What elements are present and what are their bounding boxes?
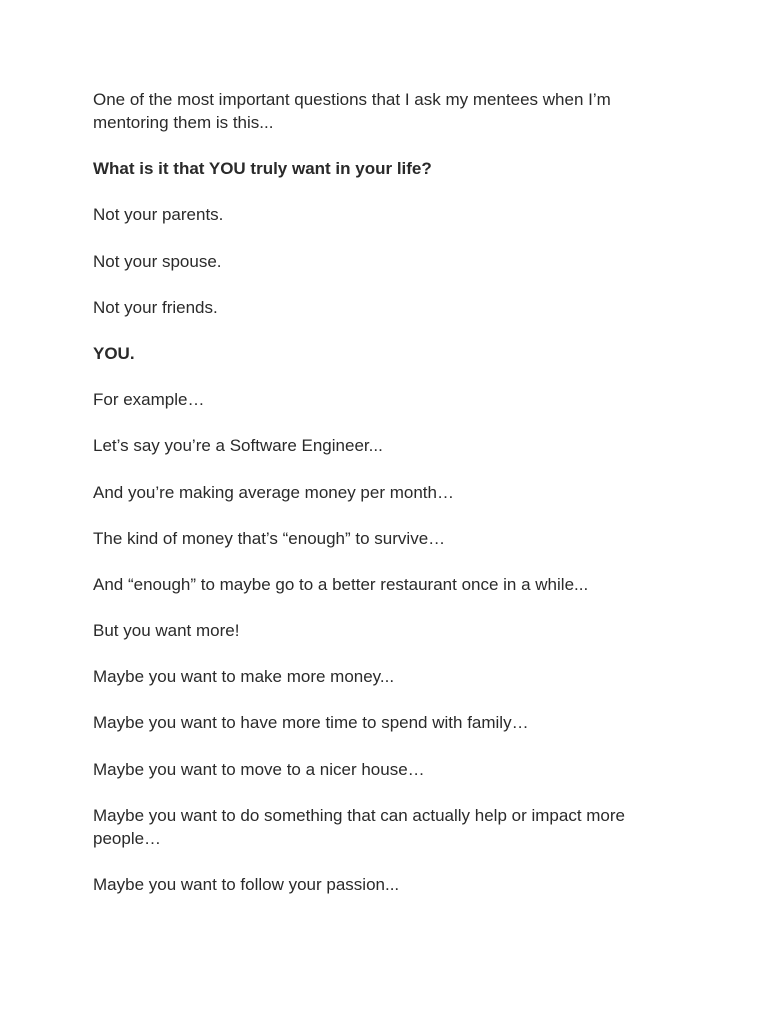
paragraph-follow-passion: Maybe you want to follow your passion... [93, 875, 400, 894]
document-page [93, 88, 653, 919]
paragraph-average-money: And you’re making average money per month… [93, 482, 454, 502]
paragraph-for-example: For example… [93, 390, 205, 410]
paragraph-intro: One of the most important questions that I ask my mentees when I’m mentoring them is this... [93, 90, 611, 132]
paragraph-question: What is it that YOU truly want in your life? [93, 159, 432, 179]
paragraph-not-friends: Not your friends. [93, 297, 218, 317]
paragraph-better-restaurant: And “enough” to maybe go to a better restaurant once in a while... [93, 574, 589, 594]
paragraph-more-time-family: Maybe you want to have more time to spend with family… [93, 713, 529, 733]
paragraph-want-more: But you want more! [93, 621, 240, 641]
paragraph-software-engineer: Let’s say you’re a Software Engineer... [93, 436, 383, 456]
paragraph-impact-people: Maybe you want to do something that can actually help or impact more people… [93, 805, 626, 848]
paragraph-nicer-house: Maybe you want to move to a nicer house… [93, 759, 425, 779]
paragraph-enough-to-survive: The kind of money that’s “enough” to survive… [93, 528, 446, 548]
paragraph-you: YOU. [93, 343, 135, 363]
paragraph-not-parents: Not your parents. [93, 205, 224, 225]
paragraph-not-spouse: Not your spouse. [93, 251, 222, 271]
paragraph-more-money: Maybe you want to make more money... [93, 667, 395, 687]
